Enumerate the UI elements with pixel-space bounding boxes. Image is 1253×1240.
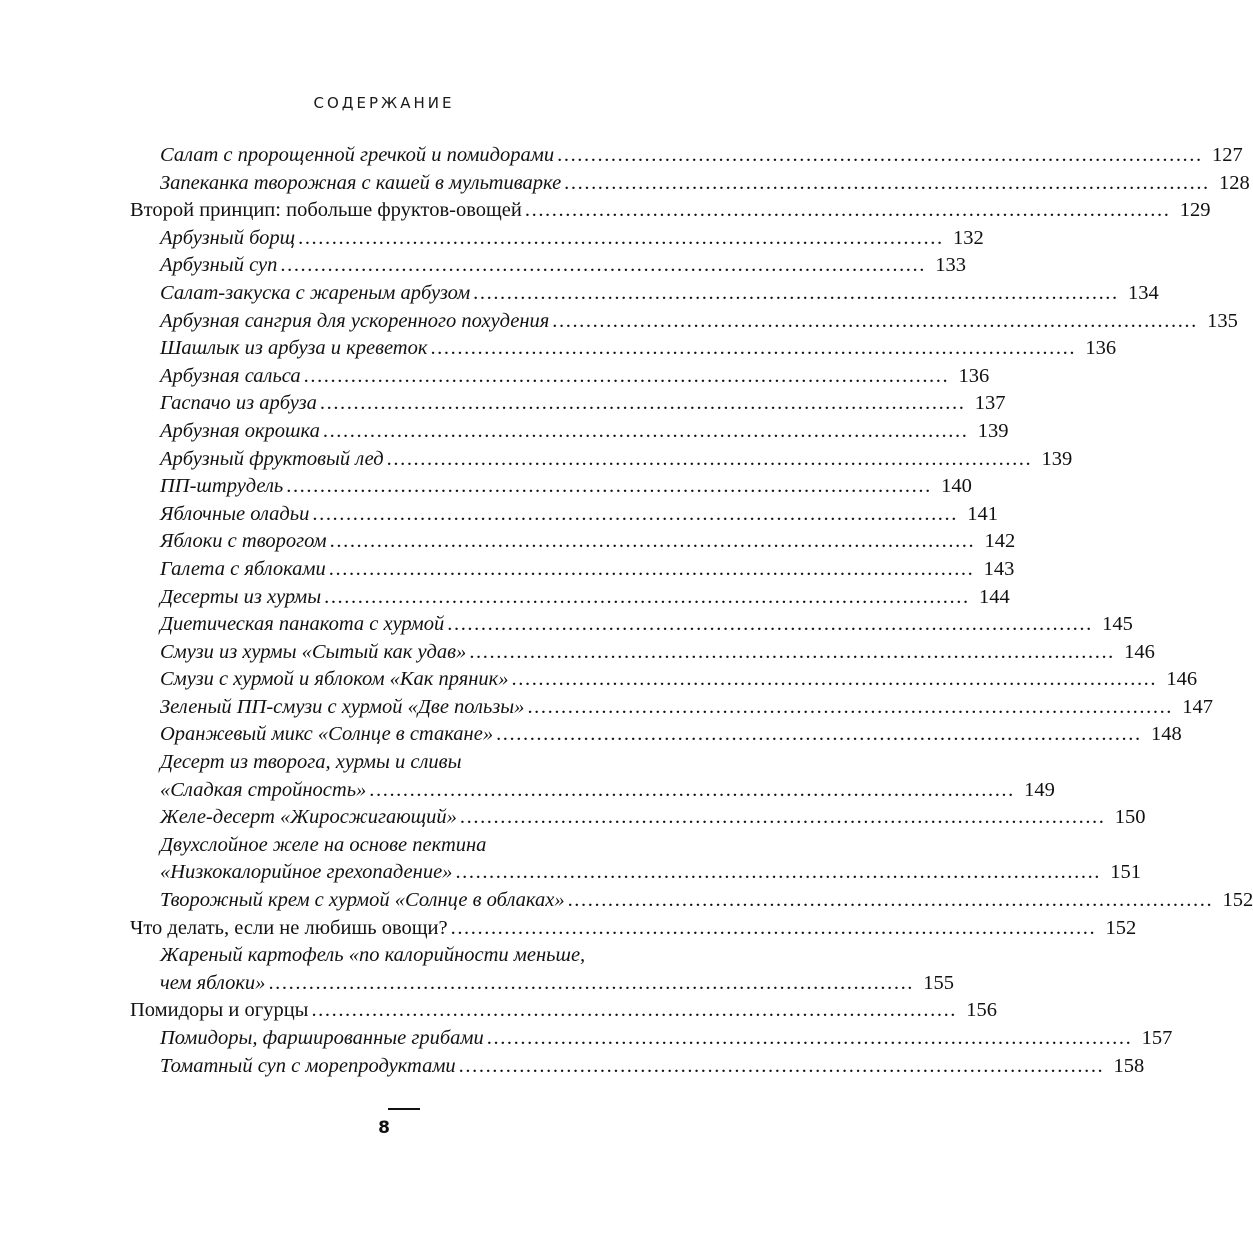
- entry-title: Запеканка творожная с кашей в мультиварке: [160, 171, 562, 194]
- toc-entry[interactable]: [130, 887, 1253, 915]
- entry-title: Яблочные оладьи: [160, 502, 310, 525]
- entry-title-line1: Двухслойное желе на основе пектина: [160, 833, 487, 856]
- entry-title: Салат с пророщенной гречкой и помидорами: [160, 144, 555, 166]
- toc-entry[interactable]: [130, 363, 990, 391]
- toc-entry[interactable]: [130, 666, 1198, 694]
- entry-title-line1: Жареный картофель «по калорийности меньше,: [160, 944, 586, 967]
- page-number: 146: [1124, 640, 1155, 663]
- entry-title: Смузи из хурмы «Сытый как удав»: [160, 640, 467, 663]
- dot-leader: ................................................................................................: [450, 916, 1097, 939]
- dot-leader: ................................................................................................: [329, 530, 976, 553]
- page-number: 136: [1085, 337, 1117, 360]
- page-number: 158: [1113, 1054, 1145, 1077]
- toc-entry[interactable]: [130, 418, 1009, 446]
- entry-title: Томатный суп с морепродуктами: [160, 1054, 456, 1077]
- toc-entry[interactable]: [130, 225, 984, 253]
- entry-title: Смузи с хурмой и яблоком «Как пряник»: [160, 668, 509, 691]
- page-number: 135: [1207, 309, 1238, 332]
- entry-title: Галета с яблоками: [160, 557, 326, 580]
- toc-entry[interactable]: [130, 859, 1142, 887]
- dot-leader: ................................................................................................: [552, 309, 1198, 332]
- toc-entry[interactable]: [130, 694, 1214, 722]
- page-number: 129: [1179, 199, 1211, 222]
- entry-title: чем яблоки»: [160, 971, 266, 994]
- toc-section[interactable]: [130, 997, 998, 1025]
- dot-leader: ................................................................................................: [496, 723, 1142, 746]
- dot-leader: ................................................................................................: [312, 502, 958, 525]
- page-number: 133: [935, 254, 966, 277]
- entry-title: Арбузная окрошка: [160, 419, 320, 442]
- dot-leader: ................................................................................................: [369, 778, 1015, 801]
- section-title: Второй принцип: побольше фруктов-овощей: [130, 199, 522, 222]
- entry-title: ПП-штрудель: [160, 475, 284, 498]
- toc-entry[interactable]: [130, 390, 1006, 418]
- entry-title: Арбузная сальса: [160, 364, 301, 387]
- page-number: 127: [1211, 144, 1243, 166]
- dot-leader: ................................................................................................: [567, 889, 1214, 912]
- page-number: 136: [958, 364, 990, 387]
- dot-leader: ................................................................................................: [455, 861, 1102, 884]
- dot-leader: ................................................................................................: [322, 419, 969, 442]
- page-number: 144: [978, 585, 1010, 608]
- toc-entry[interactable]: [130, 335, 1117, 363]
- dot-leader: ................................................................................................: [459, 806, 1106, 829]
- page-number: 132: [952, 226, 984, 249]
- dot-leader: ................................................................................................: [564, 171, 1210, 194]
- page-number: 157: [1141, 1027, 1173, 1049]
- dot-leader: ................................................................................................: [311, 999, 958, 1022]
- page-number: 137: [974, 392, 1006, 415]
- toc-entry[interactable]: [130, 473, 972, 501]
- dot-leader: ................................................................................................: [319, 392, 966, 415]
- entry-title: Оранжевый микс «Солнце в стакане»: [160, 723, 494, 746]
- folio-rule: [388, 1108, 420, 1110]
- section-title: Что делать, если не любишь овощи?: [130, 916, 448, 939]
- dot-leader: ................................................................................................: [524, 199, 1171, 222]
- toc-entry[interactable]: [130, 777, 1055, 805]
- dot-leader: ................................................................................................: [447, 613, 1093, 636]
- entry-title: Зеленый ПП-смузи с хурмой «Две пользы»: [160, 695, 525, 718]
- dot-leader: ................................................................................................: [328, 557, 975, 580]
- entry-title: Диетическая панакота с хурмой: [160, 613, 445, 636]
- dot-leader: ................................................................................................: [473, 281, 1119, 304]
- page-number: 151: [1110, 861, 1142, 884]
- page-number: 150: [1114, 806, 1146, 829]
- dot-leader: ................................................................................................: [469, 640, 1115, 663]
- entry-title: Шашлык из арбуза и креветок: [160, 337, 428, 360]
- toc-entry[interactable]: [130, 446, 1073, 474]
- dot-leader: ................................................................................................: [268, 971, 915, 994]
- entry-title: «Низкокалорийное грехопадение»: [160, 861, 453, 884]
- page-number: 139: [1041, 447, 1073, 470]
- toc-entry[interactable]: [130, 280, 1159, 308]
- entry-title: Арбузный фруктовый лед: [160, 447, 384, 470]
- toc-entry[interactable]: [130, 1053, 1145, 1081]
- entry-title: Арбузный суп: [160, 254, 278, 277]
- page-number: 139: [977, 419, 1009, 442]
- toc-entry[interactable]: [130, 611, 1133, 639]
- page-number: 128: [1219, 171, 1250, 194]
- entry-title-line1: Десерт из творога, хурмы и сливы: [160, 751, 462, 774]
- page-number: 155: [923, 971, 955, 994]
- dot-leader: ................................................................................................: [298, 226, 944, 249]
- dot-leader: ................................................................................................: [324, 585, 970, 608]
- page-folio: 8: [378, 1118, 390, 1138]
- entry-title: Арбузный борщ: [160, 226, 296, 249]
- dot-leader: ................................................................................................: [527, 695, 1174, 718]
- toc-entry[interactable]: [130, 721, 1182, 749]
- dot-leader: ................................................................................................: [557, 144, 1203, 166]
- toc-section[interactable]: [130, 915, 1137, 943]
- dot-leader: ................................................................................................: [280, 254, 926, 277]
- page-number: 141: [967, 502, 998, 525]
- section-title: Помидоры и огурцы: [130, 999, 309, 1022]
- toc-entry[interactable]: [130, 252, 966, 280]
- toc-entry[interactable]: [130, 501, 998, 529]
- dot-leader: ................................................................................................: [303, 364, 950, 387]
- entry-title: Гаспачо из арбуза: [160, 392, 317, 415]
- toc-entry[interactable]: [130, 170, 1250, 198]
- dot-leader: ................................................................................................: [458, 1054, 1105, 1077]
- toc-section[interactable]: [130, 197, 1211, 225]
- entry-title: Арбузная сангрия для ускоренного похудения: [160, 309, 550, 332]
- page-number: 156: [966, 999, 998, 1022]
- entry-title: Десерты из хурмы: [160, 585, 322, 608]
- toc-entry[interactable]: [130, 584, 1010, 612]
- entry-title: Салат-закуска с жареным арбузом: [160, 281, 471, 304]
- page-number: 143: [983, 557, 1015, 580]
- entry-title: Помидоры, фаршированные грибами: [160, 1027, 484, 1049]
- toc-entry[interactable]: [130, 556, 1015, 584]
- entry-title: «Сладкая стройность»: [160, 778, 367, 801]
- dot-leader: ................................................................................................: [486, 1027, 1133, 1049]
- toc-entry[interactable]: [130, 528, 1016, 556]
- toc-entry[interactable]: [130, 308, 1238, 336]
- page-number: 145: [1102, 613, 1133, 636]
- running-header: СОДЕРЖАНИЕ: [313, 94, 455, 112]
- page-number: 152: [1105, 916, 1137, 939]
- table-of-contents: [130, 142, 1253, 1080]
- entry-title: Творожный крем с хурмой «Солнце в облаках»: [160, 889, 565, 912]
- page-number: 134: [1128, 281, 1159, 304]
- dot-leader: ................................................................................................: [511, 668, 1158, 691]
- entry-title: Яблоки с творогом: [160, 530, 327, 553]
- page-number: 140: [941, 475, 972, 498]
- page-number: 148: [1150, 723, 1182, 746]
- toc-entry[interactable]: [130, 970, 955, 998]
- toc-entry[interactable]: [130, 142, 1243, 170]
- toc-entry[interactable]: [130, 804, 1146, 832]
- toc-entry[interactable]: [130, 639, 1155, 667]
- dot-leader: ................................................................................................: [430, 337, 1077, 360]
- dot-leader: ................................................................................................: [286, 475, 932, 498]
- page-number: 152: [1222, 889, 1253, 912]
- page-number: 146: [1166, 668, 1198, 691]
- page-number: 142: [984, 530, 1016, 553]
- toc-entry[interactable]: [130, 1025, 1173, 1053]
- entry-title: Желе-десерт «Жиросжигающий»: [160, 806, 457, 829]
- dot-leader: ................................................................................................: [386, 447, 1033, 470]
- page-number: 147: [1182, 695, 1214, 718]
- page-number: 149: [1024, 778, 1055, 801]
